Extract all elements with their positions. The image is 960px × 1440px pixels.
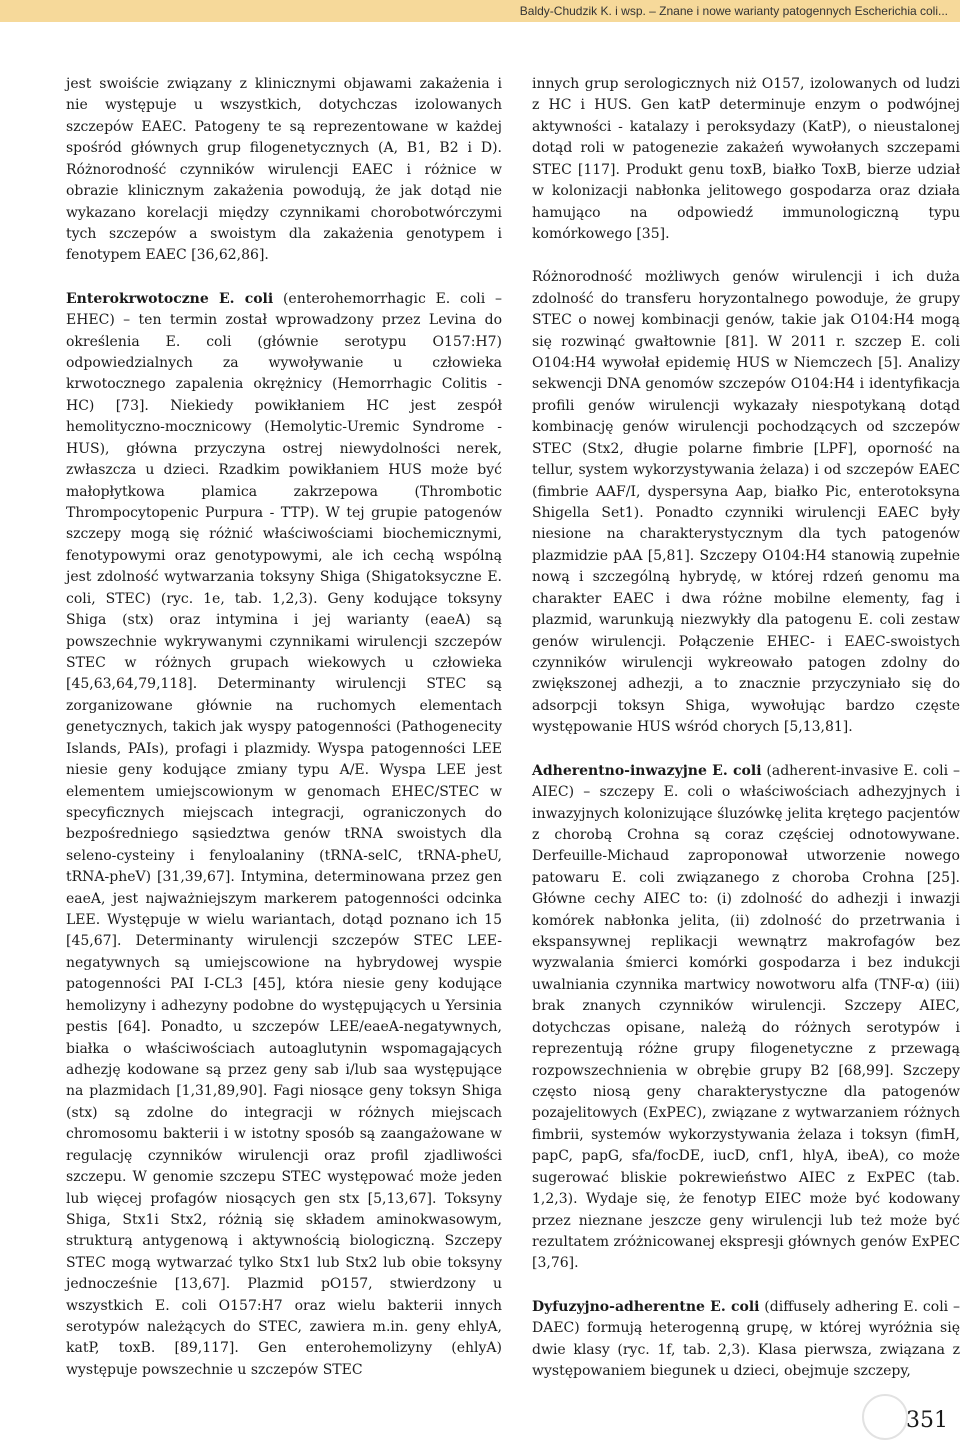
ehec-text: (enterohemorrhagic E. coli – EHEC) – ten termin został wprowadzony przez Levina do określenia E. coli (głównie serotypu O157:H7) odpowiedzialnych za wywoływanie u człowieka krwotocznego zapalenia okrężnicy (Hemorrhagic Colitis - HC) [73]. Niekiedy powikłaniem HC jest zespół hemolityczno-mocznicowy (Hemolytic-Uremic Syndrome - HUS), główna przyczyna ostrej niewydolności nerek, zwłaszcza u dzieci. Rzadkim powikłaniem HUS może być małopłytkowa plamica zakrzepowa (Thrombotic Thrompocytopenic Purpura - TTP). W tej grupie patogenów szczepy mogą się różnić właściwościami biochemicznymi, fenotypowymi oraz genotypowymi, ale ich cechą wspólną jest zdolność wytwarzania toksyny Shiga (Shigatoksyczne E. coli, STEC) (ryc. 1e, tab. 1,2,3). Geny kodujące toksyny Shiga (stx) oraz intymina i jej warianty (eaeA) są powszechnie wykrywanymi czynnikami wirulencji szczepów STEC w różnych grupach wiekowych u człowieka [45,63,64,79,118]. Determinanty wirulencji STEC są zorganizowane głównie na ruchomych elementach genetycznych, takich jak wyspy patogenności (Pathogenecity Islands, PAIs), profagi i plazmidy. Wyspa patogenności LEE niesie geny kodujące zmiany typu A/E. Wyspa LEE jest elementem umiejscowionym w genomach EHEC/STEC w specyficznych miejscach integracji, ograniczonych do bezpośredniego sąsiedztwa genów tRNA swoistych dla seleno-cysteiny i fenyloalaniny (tRNA-selC, tRNA-pheU, tRNA-pheV) [31,39,67]. Intymina, determinowana przez gen eaeA, jest najważniejszym markerem patogenności odcinka LEE. Występuje w wielu wariantach, dotąd poznano ich 15 [45,67]. Determinanty wirulencji szczepów STEC LEE-negatywnych są umiejscowione na hybrydowej wyspie patogenności PAI I-CL3 [45], która niesie geny kodujące hemolizyny i adhezyny podobne do występujących u Yersinia pestis [64]. Ponadto, u szczepów LEE/eaeA-negatywnych, białka o właściwościach autoaglutynin wspomagających adhezję kodowane są przez geny sab i/lub saa występujące na plazmidach [1,31,89,90]. Fagi niosące geny toksyn Shiga (stx) są zdolne do integracji w różnych miejscach chromosomu bakterii i w istotny sposób są zaangażowane w regulację czynników wirulencji oraz profil zjadliwości szczepu. W genomie szczepu STEC występować może jeden lub więcej profagów niosących gen stx [5,13,67]. Toksyny Shiga, Stx1i Stx2, różnią się składem aminokwasowym, strukturą antygenową i aktywnością biologiczną. Szczepy STEC mogą wytwarzać tylko Stx1 lub Stx2 lub obie toksyny jednocześnie [13,67]. Plazmid pO157, stwierdzony u wszystkich E. coli O157:H7 oraz wielu bakterii innych serotypów należących do STEC, zawiera m.in. geny ehlyA, katP, toxB. [89,117]. Gen enterohemolizyny (ehlyA) występuje powszechnie u szczepów STEC <box>66 290 502 1378</box>
running-header <box>0 0 960 22</box>
left-paragraph-2 <box>66 289 502 1382</box>
right-paragraph-2: Różnorodność możliwych genów wirulencji i ich duża zdolność do transferu horyzontalnego powoduje, że grupy STEC o nowej kombinacji genów, takie jak O104:H4 mogą się rozwinąć gwałtownie [81]. W 2011 r. szczep E. coli O104:H4 wywołał epidemię HUS w Niemczech [5]. Analizy sekwencji DNA genomów szczepów O104:H4 i identyfikacja profili genów wirulencji wykazały niespotykaną dotąd kombinację genów wirulencji pochodzących od szczepów STEC (Stx2, długie polarne fimbrie [LPF], oporność na tellur, system wykorzystywania żelaza) i od szczepów EAEC (fimbrie AAF/I, dyspersyna Aap, białko Pic, enterotoksyna Shigella Set1). Ponadto czynniki wirulencji EAEC były niesione na charakterystycznym dla tych patogenów plazmidzie pAA [5,81]. Szczepy O104:H4 stanowią zupełnie nową i szczególną hybrydę, w której rdzeń genomu ma charakter EAEC i dwa różne mobilne elementy, fag i plazmid, warunkują niezwykły dla patogenu E. coli zestaw genów wirulencji. Połączenie EHEC- i EAEC-swoistych czynników wirulencji wykreowało patogen zdolny do zwiększonej adhezji, a to znacznie przyczyniało się do adsorpcji toksyn Shiga, wywołując bardzo częste występowanie HUS wśród chorych [5,13,81]. <box>532 269 960 736</box>
section-title-ehec: Enterokrwotoczne E. coli <box>66 290 274 307</box>
aiec-text: (adherent-invasive E. coli – AIEC) – szczepy E. coli o właściwościach adhezyjnych i inwazyjnych kolonizujące śluzówkę jelita krętego pacjentów z chorobą Crohna są coraz częściej odnotowywane. Derfeuille-Michaud zaproponował utworzenie nowego patowaru E. coli związanego z choroba Crohna [25]. Główne cechy AIEC to: (i) zdolność do adhezji i inwazji komórek nabłonka jelita, (ii) zdolność do przetrwania i ekspansywnej replikacji wewnątrz makrofagów bez wyzwalania śmierci komórki gospodarza i bez indukcji uwalniania czynnika martwicy nowotworu alfa (TNF-α) (iii) brak znanych czynników wirulencji. Szczepy AIEC, dotychczas opisane, należą do różnych serotypów i reprezentują różne grupy filogenetyczne z przewagą rozpowszechnienia w obrębie grupy B2 [68,99]. Szczepy często niosą geny charakterystyczne dla patogenów pozajelitowych (ExPEC), związane z wytwarzaniem różnych fimbrii, systemów wykorzystywania żelaza i toksyn (fimH, papC, papG, sfa/focDE, iucD, cnf1, hlyA, ibeA), co może sugerować bliskie pokrewieństwo AIEC z ExPEC (tab. 1,2,3). Wydaje się, że fenotyp EIEC może być kodowany przez nieznane jeszcze geny wirulencji lub też może być rezultatem zróżnicowanej ekspresji głównych genów ExPEC [3,76]. <box>532 762 960 1272</box>
section-title-daec: Dyfuzyjno-adherentne E. coli <box>532 1298 760 1315</box>
right-paragraph-4 <box>532 1297 960 1383</box>
right-paragraph-1: innych grup serologicznych niż O157, izolowanych od ludzi z HC i HUS. Gen katP determinuje enzym o podwójnej aktywności - katalazy i peroksydazy (KatP), o nieustalonej dotąd roli w patogenezie zakażeń wywołanych szczepami STEC [117]. Produkt genu toxB, białko ToxB, bierze udział w kolonizacji nabłonka jelitowego gospodarza oraz działa hamująco na odpowiedź immunologiczną typu komórkowego [35]. <box>532 76 960 242</box>
right-column <box>532 74 960 1382</box>
watermark-seal-icon <box>862 1394 908 1440</box>
section-title-aiec: Adherentno-inwazyjne E. coli <box>532 762 762 779</box>
left-paragraph-1: jest swoiście związany z klinicznymi objawami zakażenia i nie występuje u wszystkich, dotychczas izolowanych szczepów EAEC. Patogeny te są reprezentowane w każdej spośród głównych grup filogenetycznych (A, B1, B2 i D). Różnorodność czynników wirulencji EAEC i różnice w obrazie klinicznym zakażenia powodują, że jak dotąd nie wykazano korelacji między czynnikami chorobotwórczymi tych szczepów a swoistym dla zakażenia genotypem i fenotypem EAEC [36,62,86]. <box>66 76 502 264</box>
page-number: 351 <box>906 1408 948 1433</box>
running-head-text: Baldy-Chudzik K. i wsp. – Znane i nowe warianty patogennych Escherichia coli... <box>519 4 948 18</box>
daec-text: (diffusely adhering E. coli – DAEC) formują heterogenną grupę, w której wyróżnia się dwie klasy (ryc. 1f, tab. 2,3). Klasa pierwsza, związana z występowaniem biegunek u dzieci, obejmuje szczepy, <box>532 1298 960 1380</box>
right-paragraph-3 <box>532 761 960 1275</box>
left-column <box>66 74 502 1381</box>
